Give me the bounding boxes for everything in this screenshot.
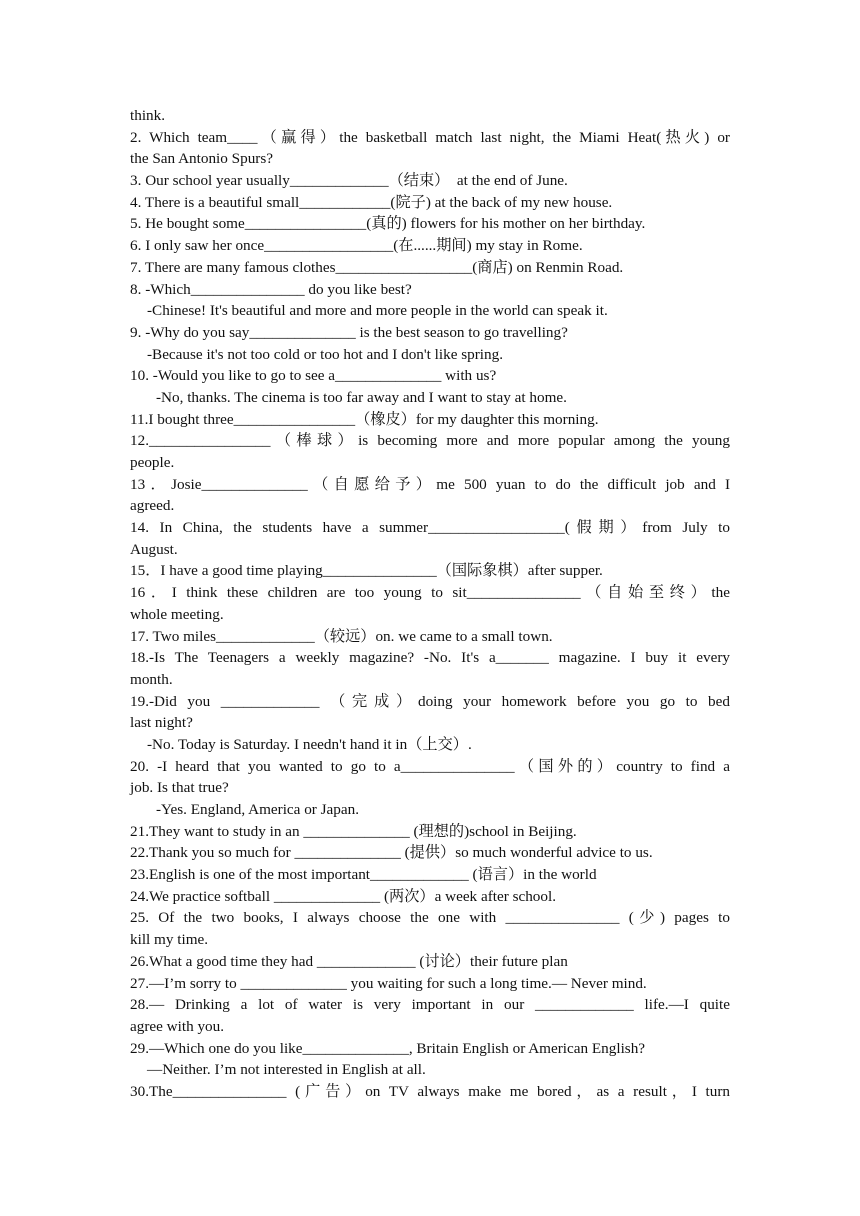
exercise-line: kill my time.: [130, 931, 209, 949]
exercise-line: agree with you.: [130, 1017, 225, 1035]
exercise-line: 14. In China, the students have a summer__________________(假期）from July to: [130, 519, 730, 537]
exercise-line: 8. -Which_______________ do you like best?: [130, 280, 412, 298]
exercise-line: 26.What a good time they had _____________ (讨论）their future plan: [130, 952, 568, 970]
exercise-line: 7. There are many famous clothes__________________(商店) on Renmin Road.: [130, 258, 624, 276]
exercise-line: the San Antonio Spurs?: [130, 150, 274, 168]
exercise-line: 15．I have a good time playing_______________（国际象棋）after supper.: [130, 562, 603, 580]
exercise-line: 25. Of the two books, I always choose the one with _______________ (少) pages to: [130, 909, 730, 927]
exercise-line: 20. -I heard that you wanted to go to a_______________（国外的）country to find a: [130, 757, 730, 775]
exercise-line: 2. Which team____（赢得）the basketball match last night, the Miami Heat(热火) or: [130, 128, 730, 146]
exercise-line: 10. -Would you like to go to see a______________ with us?: [130, 367, 497, 385]
exercise-line: people.: [130, 454, 175, 471]
exercise-line: 16．I think these children are too young to sit_______________（自始至终）the: [130, 584, 730, 602]
exercise-line: -Because it's not too cold or too hot and I don't like spring.: [147, 345, 503, 363]
exercise-line: 28.— Drinking a lot of water is very important in our _____________ life.—I quite: [130, 996, 730, 1014]
exercise-line: 5. He bought some________________(真的) flowers for his mother on her birthday.: [130, 215, 646, 233]
exercise-line: 11.I bought three________________（橡皮）for my daughter this morning.: [130, 410, 599, 428]
exercise-line: agreed.: [130, 497, 175, 515]
exercise-line: job. Is that true?: [130, 779, 229, 797]
exercise-line: 6. I only saw her once_________________(在......期间) my stay in Rome.: [130, 237, 583, 255]
exercise-line: 19.-Did you _____________ （完成）doing your homework before you go to bed: [130, 692, 730, 710]
exercise-page: [130, 105, 730, 1103]
exercise-line: -No, thanks. The cinema is too far away and I want to stay at home.: [156, 388, 567, 406]
exercise-line: 13．Josie______________（自愿给予）me 500 yuan to do the difficult job and I: [130, 475, 730, 493]
exercise-line: 21.They want to study in an ______________ (理想的)school in Beijing.: [130, 822, 577, 840]
exercise-line: —Neither. I’m not interested in English at all.: [147, 1061, 426, 1079]
exercise-line: 29.—Which one do you like______________, Britain English or American English?: [130, 1039, 646, 1057]
exercise-line: 3. Our school year usually_____________（结束） at the end of June.: [130, 172, 568, 190]
exercise-line: 24.We practice softball ______________ (两次）a week after school.: [130, 887, 557, 905]
exercise-line: 4. There is a beautiful small____________(院子) at the back of my new house.: [130, 193, 613, 211]
exercise-line: 23.English is one of the most important_____________ (语言）in the world: [130, 866, 597, 884]
exercise-line: 9. -Why do you say______________ is the best season to go travelling?: [130, 323, 568, 341]
exercise-line: think.: [130, 107, 166, 124]
exercise-line: 18.-Is The Teenagers a weekly magazine? -No. It's a_______ magazine. I buy it every: [130, 649, 730, 667]
exercise-line: August.: [130, 540, 178, 558]
exercise-line: -No. Today is Saturday. I needn't hand it in（上交）.: [147, 735, 472, 753]
exercise-line: -Chinese! It's beautiful and more and more people in the world can speak it.: [147, 302, 608, 320]
exercise-line: 22.Thank you so much for ______________ (提供）so much wonderful advice to us.: [130, 844, 653, 862]
exercise-line: 12.________________（棒球）is becoming more and more popular among the young: [130, 432, 730, 450]
exercise-line: last night?: [130, 714, 193, 732]
exercise-line: 17. Two miles_____________（较远）on. we came to a small town.: [130, 627, 553, 645]
exercise-line: whole meeting.: [130, 605, 224, 623]
exercise-line: 30.The_______________ (广告）on TV always make me bored，as a result，I turn: [130, 1082, 730, 1100]
exercise-line: 27.—I’m sorry to ______________ you waiting for such a long time.— Never mind.: [130, 974, 647, 992]
exercise-line: -Yes. England, America or Japan.: [156, 801, 360, 818]
exercise-line: month.: [130, 670, 173, 688]
